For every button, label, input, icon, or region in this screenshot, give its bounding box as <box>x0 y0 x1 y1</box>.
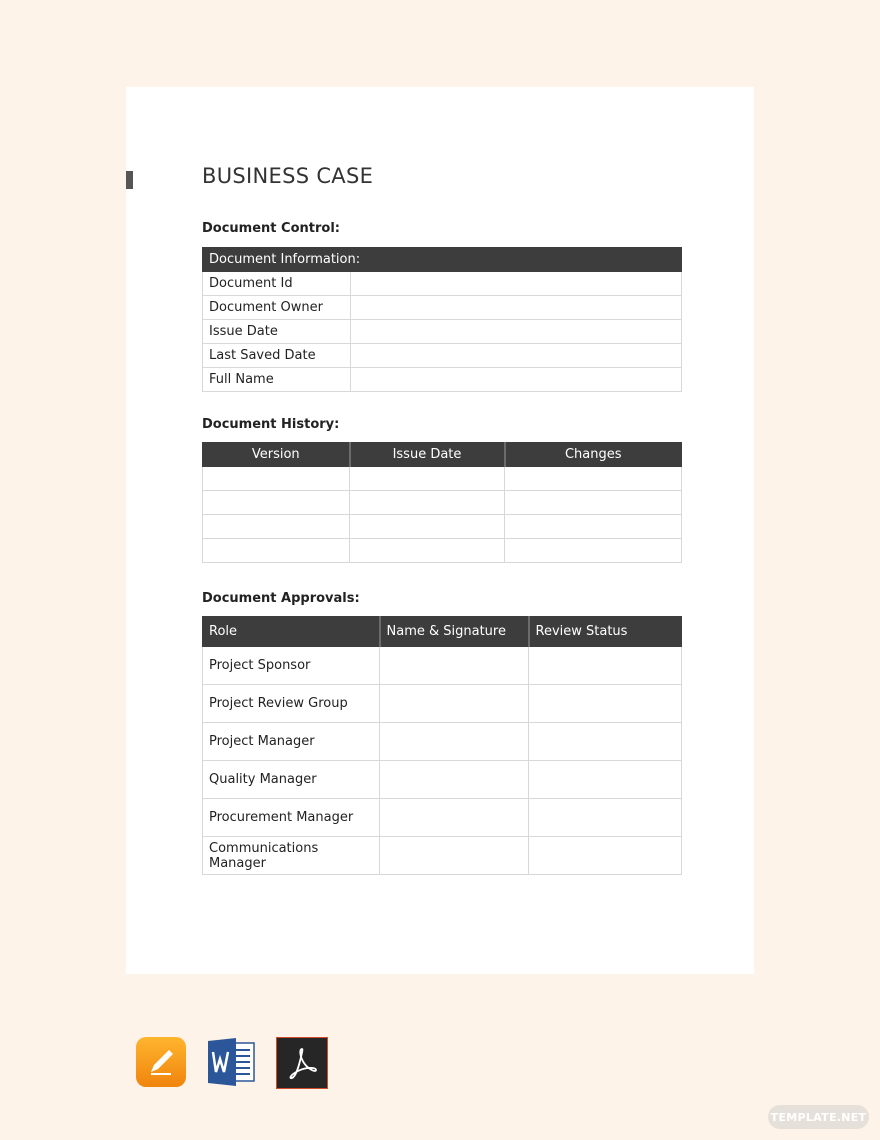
column-header-issue-date: Issue Date <box>350 443 505 467</box>
signature-cell[interactable] <box>380 761 529 799</box>
title-accent-bar <box>126 171 133 189</box>
document-control-label: Document Control: <box>202 221 340 236</box>
signature-cell[interactable] <box>380 837 529 875</box>
value-cell[interactable] <box>351 344 682 368</box>
table-row <box>203 723 682 761</box>
table-row <box>203 539 682 563</box>
row-label: Document Id <box>203 272 351 296</box>
role-cell: Project Review Group <box>203 685 380 723</box>
role-cell: Communications Manager <box>203 837 380 875</box>
signature-cell[interactable] <box>380 723 529 761</box>
document-information-header: Document Information: <box>203 248 682 272</box>
value-cell[interactable] <box>351 272 682 296</box>
table-row <box>203 761 682 799</box>
role-cell: Procurement Manager <box>203 799 380 837</box>
column-header-name-signature: Name & Signature <box>380 617 529 647</box>
table-row <box>203 799 682 837</box>
signature-cell[interactable] <box>380 799 529 837</box>
table-cell[interactable] <box>350 491 505 515</box>
row-label: Document Owner <box>203 296 351 320</box>
status-cell[interactable] <box>529 837 682 875</box>
document-history-table <box>202 442 682 563</box>
role-cell: Project Manager <box>203 723 380 761</box>
table-row <box>203 296 682 320</box>
table-row <box>203 647 682 685</box>
status-cell[interactable] <box>529 761 682 799</box>
table-row <box>203 515 682 539</box>
table-row <box>203 685 682 723</box>
column-header-changes: Changes <box>505 443 682 467</box>
table-row <box>203 467 682 491</box>
table-row <box>203 320 682 344</box>
value-cell[interactable] <box>351 320 682 344</box>
row-label: Last Saved Date <box>203 344 351 368</box>
table-row <box>203 837 682 875</box>
value-cell[interactable] <box>351 368 682 392</box>
value-cell[interactable] <box>351 296 682 320</box>
column-header-role: Role <box>203 617 380 647</box>
table-row <box>203 344 682 368</box>
table-row <box>203 272 682 296</box>
signature-cell[interactable] <box>380 647 529 685</box>
status-cell[interactable] <box>529 723 682 761</box>
table-cell[interactable] <box>505 539 682 563</box>
signature-cell[interactable] <box>380 685 529 723</box>
watermark-badge: TEMPLATE.NET <box>768 1105 869 1129</box>
document-approvals-label: Document Approvals: <box>202 591 360 606</box>
table-cell[interactable] <box>350 467 505 491</box>
pages-icon[interactable] <box>136 1037 186 1087</box>
row-label: Issue Date <box>203 320 351 344</box>
document-history-label: Document History: <box>202 417 340 432</box>
table-cell[interactable] <box>505 491 682 515</box>
document-approvals-table <box>202 616 682 875</box>
status-cell[interactable] <box>529 799 682 837</box>
document-title: BUSINESS CASE <box>202 164 374 188</box>
table-cell[interactable] <box>505 515 682 539</box>
document-information-table <box>202 247 682 392</box>
word-icon[interactable] <box>206 1037 256 1087</box>
table-row <box>203 491 682 515</box>
table-row <box>203 368 682 392</box>
table-cell[interactable] <box>505 467 682 491</box>
row-label: Full Name <box>203 368 351 392</box>
role-cell: Project Sponsor <box>203 647 380 685</box>
role-cell: Quality Manager <box>203 761 380 799</box>
table-cell[interactable] <box>203 491 350 515</box>
column-header-review-status: Review Status <box>529 617 682 647</box>
table-cell[interactable] <box>203 467 350 491</box>
table-cell[interactable] <box>350 515 505 539</box>
pdf-icon[interactable] <box>276 1037 328 1089</box>
status-cell[interactable] <box>529 647 682 685</box>
format-icons <box>136 1037 328 1089</box>
table-cell[interactable] <box>203 515 350 539</box>
status-cell[interactable] <box>529 685 682 723</box>
column-header-version: Version <box>203 443 350 467</box>
table-cell[interactable] <box>350 539 505 563</box>
table-cell[interactable] <box>203 539 350 563</box>
